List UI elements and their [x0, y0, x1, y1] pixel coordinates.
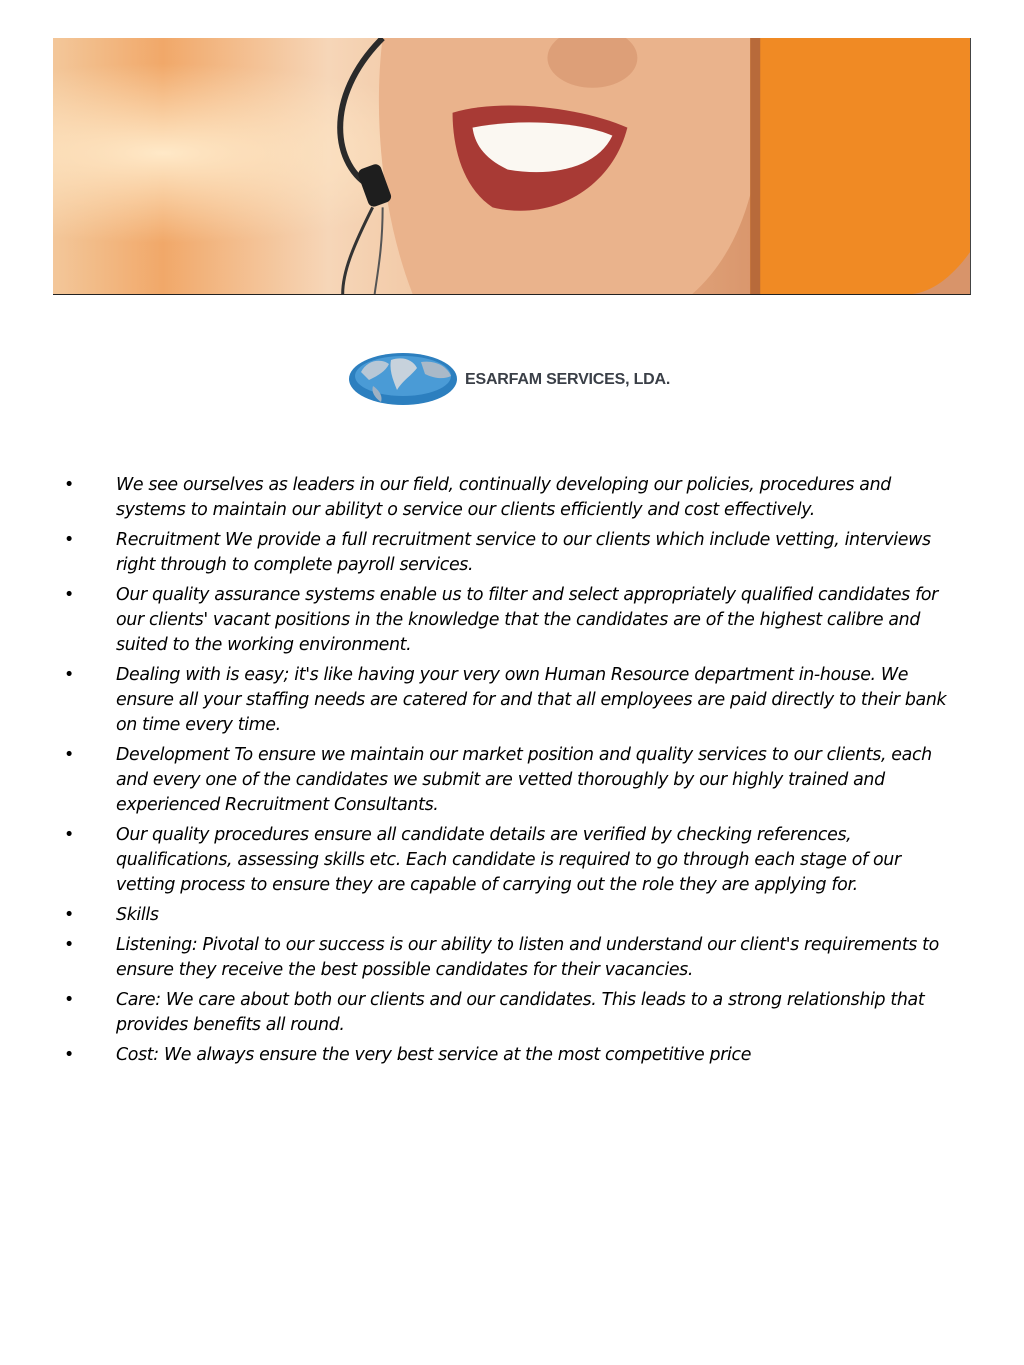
bullet-icon: • — [64, 665, 74, 685]
list-item-text: Listening: Pivotal to our success is our ability to listen and understand our client's requirements to ensure they receive the best possible candidates for their vacancies. — [116, 935, 939, 980]
list-item-text: Our quality procedures ensure all candidate details are verified by checking references, qualifications, assessing skills etc. Each candidate is required to go through each stage of our vetting process to ensure they are capable of carrying out the role they are applying for. — [116, 825, 901, 895]
list-item-text: Skills — [116, 905, 159, 925]
bullet-icon: • — [64, 475, 74, 495]
bullet-icon: • — [64, 905, 74, 925]
list-item — [62, 933, 962, 983]
list-item — [62, 988, 962, 1038]
list-item — [62, 1043, 962, 1068]
globe-icon — [347, 346, 459, 412]
bullet-icon: • — [64, 530, 74, 550]
list-item — [62, 903, 962, 928]
list-item — [62, 528, 962, 578]
list-item — [62, 583, 962, 658]
list-item-text: Care: We care about both our clients and our candidates. This leads to a strong relationship that provides benefits all round. — [116, 990, 925, 1035]
bullet-icon: • — [64, 825, 74, 845]
list-item-text: Our quality assurance systems enable us to filter and select appropriately qualified candidates for our clients' vacant positions in the knowledge that the candidates are of the highest calibre and suited to the working environment. — [116, 585, 938, 655]
bullet-icon: • — [64, 1045, 74, 1065]
list-item-text: We see ourselves as leaders in our field, continually developing our policies, procedures and systems to maintain our abilityt o service our clients efficiently and cost effectively. — [116, 475, 891, 520]
company-name: ESARFAM SERVICES, LDA. — [465, 371, 671, 388]
bullet-icon: • — [64, 990, 74, 1010]
bullet-list — [62, 473, 962, 1068]
list-item — [62, 823, 962, 898]
headset-agent-photo — [53, 38, 970, 294]
bullet-icon: • — [64, 935, 74, 955]
list-item — [62, 743, 962, 818]
list-item — [62, 663, 962, 738]
list-item-text: Recruitment We provide a full recruitment service to our clients which include vetting, interviews right through to complete payroll services. — [116, 530, 931, 575]
list-item-text: Dealing with is easy; it's like having your very own Human Resource department in-house. We ensure all your staffing needs are catered for and that all employees are paid directly to their bank on time every time. — [116, 665, 947, 735]
bullet-list-container — [62, 473, 962, 1073]
list-item-text: Development To ensure we maintain our market position and quality services to our clients, each and every one of the candidates we submit are vetted thoroughly by our highly trained and experienced Recruitment Consultants. — [116, 745, 932, 815]
banner-photo — [53, 38, 971, 295]
list-item-text: Cost: We always ensure the very best service at the most competitive price — [116, 1045, 752, 1065]
bullet-icon: • — [64, 745, 74, 765]
list-item — [62, 473, 962, 523]
bullet-icon: • — [64, 585, 74, 605]
company-logo — [347, 346, 671, 412]
